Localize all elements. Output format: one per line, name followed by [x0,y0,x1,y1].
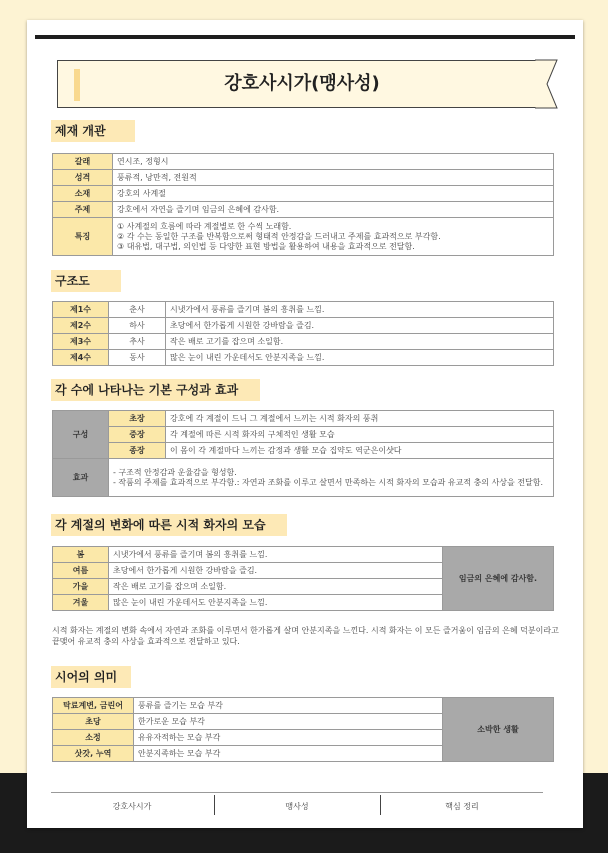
summary-paragraph: 시적 화자는 계절의 변화 속에서 자연과 조화를 이루면서 한가롭게 살며 안분지족을 느낀다. 시적 화자는 이 모든 즐거움이 임금의 은혜 덕분이라고 끝맺어 유교적 충의 사상을 효과적으로 전달하고 있다. [52,626,559,646]
section-title: 각 계절의 변화에 따른 시적 화자의 모습 [55,518,266,532]
word-meaning: 한가로운 모습 부각 [134,714,443,730]
word-meaning: 풍류를 즐기는 모습 부각 [134,698,443,714]
footer-author: 맹사성 [285,802,309,811]
part-label: 초장 [109,411,166,427]
table-row [53,427,554,443]
section-heading-seasons [51,514,274,536]
row-value: 강호에서 자연을 즐기며 임금의 은혜에 감사함. [113,202,554,218]
stanza-season: 춘사 [109,302,166,318]
overview-table [52,153,554,256]
row-value: 풍류적, 낭만적, 전원적 [113,170,554,186]
structure-table [52,301,554,366]
feature-line: ② 각 수는 동일한 구조를 반복함으로써 형태적 안정감을 드러내고 주제를 효과적으로 부각함. [117,231,441,241]
stanza-description: 많은 눈이 내린 가운데서도 안분지족을 느낌. [166,350,554,366]
section-heading-structure [51,270,98,292]
words-summary: 소박한 생활 [443,698,554,762]
table-row [53,202,554,218]
footer-rule [51,792,543,793]
stanza-description: 초당에서 한가롭게 시원한 강바람을 즐김. [166,318,554,334]
stanza-number: 제3수 [53,334,109,350]
row-key: 갈래 [53,154,113,170]
composition-label: 구성 [53,411,109,459]
table-row [53,170,554,186]
effect-description [109,459,554,497]
part-description: 각 계절에 따른 시적 화자의 구체적인 생활 모습 [166,427,554,443]
section-title: 시어의 의미 [55,670,118,684]
effect-label: 효과 [53,459,109,497]
season-description: 많은 눈이 내린 가운데서도 안분지족을 느낌. [109,595,443,611]
section-heading-overview [51,120,114,142]
stanza-number: 제4수 [53,350,109,366]
row-value: 강호의 사계절 [113,186,554,202]
footer-section-label: 핵심 정리 [445,802,479,811]
document-page [27,20,583,828]
season-summary: 임금의 은혜에 감사함. [443,547,554,611]
table-row [53,302,554,318]
stanza-number: 제1수 [53,302,109,318]
table-row [53,334,554,350]
stanza-description: 작은 배로 고기를 잡으며 소일함. [166,334,554,350]
words-table [52,697,554,762]
part-description: 이 몸이 각 계절마다 느끼는 감정과 생활 모습 집약도 역군은이샷다 [166,443,554,459]
composition-table [52,410,554,497]
word-term: 소정 [53,730,134,746]
table-row [53,186,554,202]
word-term: 삿갓, 누역 [53,746,134,762]
table-row [53,154,554,170]
feature-line: ① 사계절의 흐름에 따라 계절별로 한 수씩 노래함. [117,221,292,231]
effect-line: - 작품의 주제를 효과적으로 부각함.: 자연과 조화를 이루고 살면서 만족하는 시적 화자의 모습과 유교적 충의 사상을 전달함. [113,477,544,487]
table-row [53,318,554,334]
footer-work-title: 강호사시가 [112,802,152,811]
top-rule [35,35,575,39]
stanza-description: 시냇가에서 풍류를 즐기며 봄의 흥취를 느낌. [166,302,554,318]
stanza-season: 추사 [109,334,166,350]
table-row [53,443,554,459]
word-term: 초당 [53,714,134,730]
row-value [113,218,554,256]
word-meaning: 유유자적하는 모습 부각 [134,730,443,746]
word-meaning: 안분지족하는 모습 부각 [134,746,443,762]
season-description: 작은 배로 고기를 잡으며 소일함. [109,579,443,595]
word-term: 탁료계변, 금린어 [53,698,134,714]
row-key: 주제 [53,202,113,218]
section-heading-composition [51,379,246,401]
section-title: 각 수에 나타나는 기본 구성과 효과 [55,383,239,397]
page-title: 강호사시가(맹사성) [224,73,380,94]
table-row [53,547,554,563]
part-label: 종장 [109,443,166,459]
season-name: 겨울 [53,595,109,611]
row-key: 소재 [53,186,113,202]
section-title: 제재 개관 [55,124,106,138]
season-description: 시냇가에서 풍류를 즐기며 봄의 흥취를 느낌. [109,547,443,563]
table-row [53,218,554,256]
table-row [53,459,554,497]
seasons-table [52,546,554,611]
table-row [53,411,554,427]
part-label: 중장 [109,427,166,443]
feature-line: ③ 대유법, 대구법, 의인법 등 다양한 표현 방법을 활용하여 내용을 효과적으로 전달함. [117,241,415,251]
table-row [53,698,554,714]
part-description: 강호에 각 계절이 드니 그 계절에서 느끼는 시적 화자의 풍취 [166,411,554,427]
season-name: 봄 [53,547,109,563]
banner-ribbon-end [535,57,565,111]
table-row [53,350,554,366]
row-value: 연시조, 정형시 [113,154,554,170]
section-heading-words [51,666,125,688]
section-title: 구조도 [55,274,90,288]
season-name: 여름 [53,563,109,579]
stanza-season: 동사 [109,350,166,366]
season-description: 초당에서 한가롭게 시원한 강바람을 즐김. [109,563,443,579]
effect-line: - 구조적 안정감과 운율감을 형성함. [113,467,237,477]
season-name: 가을 [53,579,109,595]
stanza-number: 제2수 [53,318,109,334]
row-key: 특징 [53,218,113,256]
stanza-season: 하사 [109,318,166,334]
row-key: 성격 [53,170,113,186]
title-banner [57,60,547,108]
